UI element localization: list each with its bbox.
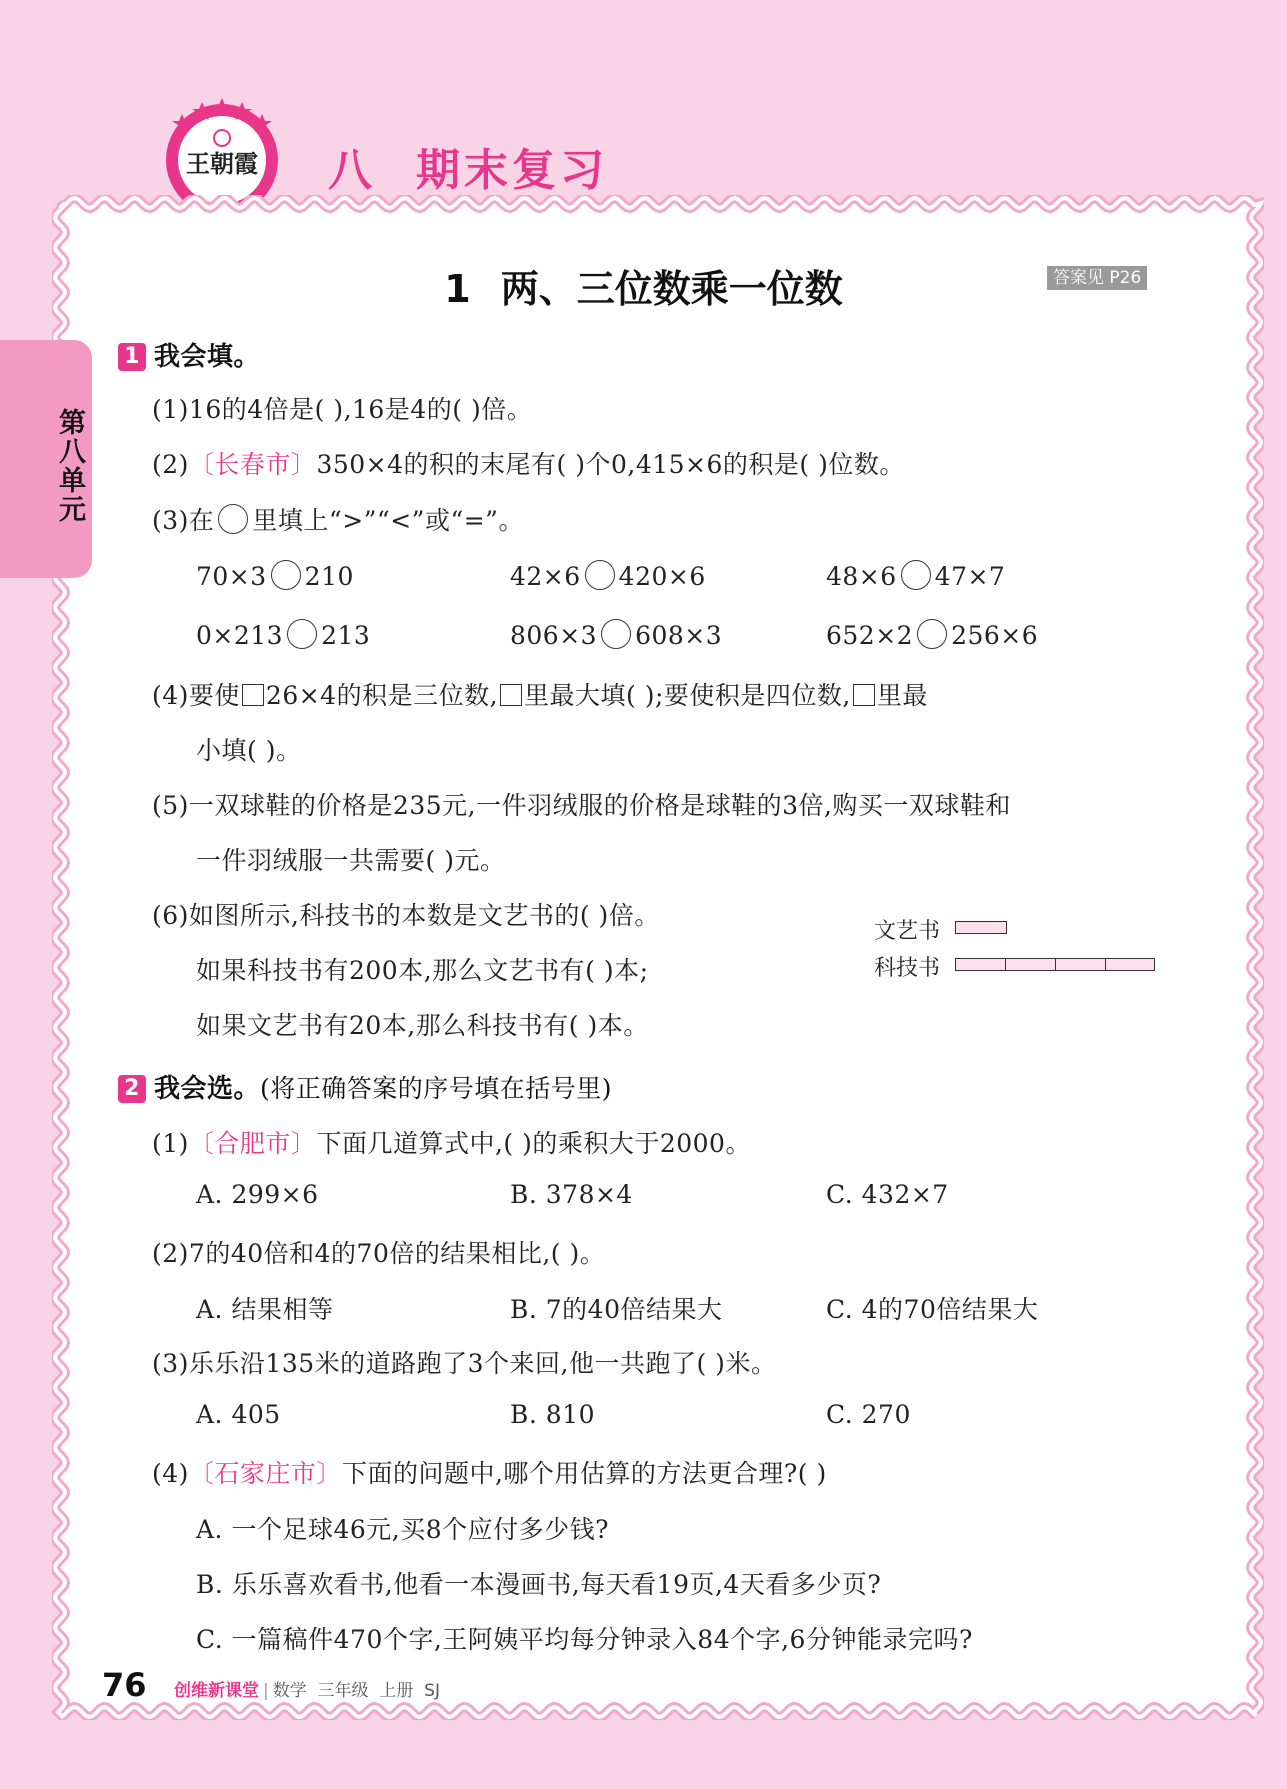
- lesson-name: 两、三位数乘一位数: [500, 267, 843, 311]
- question-2-3: (3)乐乐沿135米的道路跑了3个来回,他一共跑了( )米。: [152, 1349, 777, 1378]
- compare-circle-blank[interactable]: [901, 560, 931, 590]
- compare-circle-blank[interactable]: [917, 619, 947, 649]
- footer-grade: 三年级: [317, 1681, 369, 1701]
- footer-info: 创维新课堂 | 数学 三年级 上册 SJ: [174, 1681, 440, 1701]
- question-1-3-text-a: (3)在: [152, 506, 215, 535]
- question-2-1-text: 下面几道算式中,( )的乘积大于2000。: [316, 1129, 751, 1158]
- option-a: A. 结果相等: [196, 1295, 334, 1324]
- question-2-2: (2)7的40倍和4的70倍的结果相比,( )。: [152, 1239, 606, 1268]
- compare-right: 256×6: [951, 621, 1039, 650]
- bar-science-unit: [1105, 958, 1155, 971]
- square-blank-icon: [853, 684, 875, 706]
- option-c: C. 一篇稿件470个字,王阿姨平均每分钟录入84个字,6分钟能录完吗?: [196, 1625, 973, 1654]
- compare-left: 652×2: [826, 621, 914, 650]
- section-1-heading: [118, 336, 260, 373]
- unit-name: 期末复习: [416, 145, 608, 196]
- compare-left: 806×3: [510, 621, 598, 650]
- section-1-number: 1: [118, 343, 146, 371]
- question-1-5-line1: (5)一双球鞋的价格是235元,一件羽绒服的价格是球鞋的3倍,购买一双球鞋和: [152, 791, 1011, 820]
- compare-circle-blank[interactable]: [287, 619, 317, 649]
- side-tab-label: 第八单元: [54, 408, 85, 524]
- compare-circle-blank[interactable]: [585, 560, 615, 590]
- question-2-4-text: 下面的问题中,哪个用估算的方法更合理?( ): [341, 1459, 827, 1488]
- logo-text: 王朝霞: [186, 149, 258, 178]
- circle-blank-icon: [218, 504, 248, 534]
- question-1-4-line2: 小填( )。: [196, 736, 302, 765]
- question-1-6-line3: 如果文艺书有20本,那么科技书有( )本。: [196, 1011, 649, 1040]
- question-1-4-text-d: 里最: [876, 681, 928, 710]
- section-2-number: 2: [118, 1075, 146, 1103]
- question-2-4-number: (4): [152, 1459, 189, 1488]
- question-1-4-text-c: 里最大填( );要使积是四位数,: [524, 681, 851, 710]
- compare-right: 213: [321, 621, 371, 650]
- compare-left: 42×6: [510, 562, 581, 591]
- city-tag-hefei: 〔合肥市〕: [188, 1129, 317, 1158]
- question-1-2-text: 350×4的积的末尾有( )个0,415×6的积是( )位数。: [316, 450, 905, 479]
- page-number: 76: [102, 1666, 147, 1704]
- option-b: B. 7的40倍结果大: [510, 1295, 723, 1324]
- compare-left: 0×213: [196, 621, 284, 650]
- bar-science-unit: [1055, 958, 1107, 971]
- option-a: A. 405: [196, 1400, 281, 1429]
- section-2-note: (将正确答案的序号填在括号里): [260, 1074, 613, 1103]
- question-1-4-text-b: 26×4的积是三位数,: [265, 681, 499, 710]
- question-1-4: [152, 676, 928, 712]
- lesson-number: 1: [444, 267, 471, 311]
- answer-reference-badge: 答案见 P26: [1047, 266, 1147, 290]
- bar-literature-unit: [955, 921, 1007, 934]
- compare-item: [510, 560, 706, 591]
- question-1-3-text-b: 里填上“>”“<”或“=”。: [252, 506, 524, 535]
- question-2-4: [152, 1454, 827, 1490]
- question-1-3: [152, 501, 524, 537]
- compare-right: 47×7: [934, 562, 1006, 591]
- question-2-1: [152, 1124, 751, 1160]
- compare-item: [196, 560, 354, 591]
- question-1-2: [152, 445, 905, 481]
- option-b: B. 810: [510, 1400, 595, 1429]
- option-c: C. 432×7: [826, 1180, 949, 1209]
- footer-edition: SJ: [424, 1681, 440, 1701]
- question-1-6-line1: (6)如图所示,科技书的本数是文艺书的( )倍。: [152, 901, 660, 930]
- option-c: C. 270: [826, 1400, 911, 1429]
- option-a: A. 一个足球46元,买8个应付多少钱?: [196, 1515, 610, 1544]
- square-blank-icon: [242, 684, 264, 706]
- compare-item: [510, 619, 722, 650]
- footer-brand: 创维新课堂: [174, 1681, 259, 1701]
- unit-number: 八: [328, 145, 376, 196]
- section-2-heading: [118, 1068, 612, 1105]
- question-1-1: (1)16的4倍是( ),16是4的( )倍。: [152, 395, 533, 424]
- compare-left: 70×3: [196, 562, 267, 591]
- option-a: A. 299×6: [196, 1180, 319, 1209]
- compare-item: [826, 619, 1038, 650]
- compare-item: [196, 619, 370, 650]
- compare-left: 48×6: [826, 562, 897, 591]
- bar-label-science: 科技书: [874, 956, 941, 981]
- question-1-6-line2: 如果科技书有200本,那么文艺书有( )本;: [196, 956, 649, 985]
- option-b: B. 378×4: [510, 1180, 633, 1209]
- city-tag-shijiazhuang: 〔石家庄市〕: [188, 1459, 342, 1488]
- question-1-5-line2: 一件羽绒服一共需要( )元。: [196, 846, 506, 875]
- question-1-4-text-a: (4)要使: [152, 681, 240, 710]
- section-2-title: 我会选。: [154, 1074, 261, 1104]
- compare-right: 210: [304, 562, 354, 591]
- question-2-1-number: (1): [152, 1129, 189, 1158]
- compare-circle-blank[interactable]: [271, 560, 301, 590]
- question-1-2-number: (2): [152, 450, 189, 479]
- footer-volume: 上册: [379, 1681, 414, 1701]
- option-b: B. 乐乐喜欢看书,他看一本漫画书,每天看19页,4天看多少页?: [196, 1570, 882, 1599]
- compare-item: [826, 560, 1005, 591]
- bar-science-unit: [1005, 958, 1057, 971]
- bar-label-literature: 文艺书: [874, 919, 941, 944]
- footer-subject: 数学: [272, 1681, 307, 1701]
- square-blank-icon: [500, 684, 522, 706]
- city-tag-changchun: 〔长春市〕: [188, 450, 317, 479]
- compare-right: 420×6: [618, 562, 706, 591]
- compare-right: 608×3: [635, 621, 723, 650]
- unit-title: [328, 134, 608, 198]
- bar-science-unit: [955, 958, 1007, 971]
- section-1-title: 我会填。: [154, 342, 261, 372]
- option-c: C. 4的70倍结果大: [826, 1295, 1039, 1324]
- compare-circle-blank[interactable]: [601, 619, 631, 649]
